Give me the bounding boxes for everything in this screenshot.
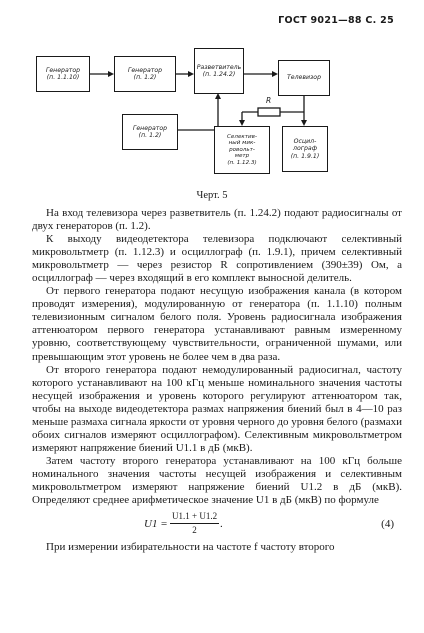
paragraph-3: От первого генератора подают несущую изображения канала (в котором проводят измерения), модулированную от генератора (п. 1.1.10) полным телевизионным сигналом белого поля. Уровень радиосигнала изображения аттенюатором первого генератора устанавливают равным измеренному уровню, соответствующему чувствительности, ограниченной шумами, или превышающим этот уровень не более чем в два раза. [32,285,402,363]
formula-fraction [170,510,219,537]
paragraph-6: При измерении избирательности на частоте f частоту второго [46,541,335,554]
paragraph-2: К выходу видеодетектора телевизора подключают селективный микровольтметр (п. 1.12.3) и осциллограф (п. 1.9.1), причем селективный микровольтметр — через резистор R сопротивлением (390±39) Ом, а осциллограф — через входящий в его комплект выносной делитель. [32,233,402,285]
splitter-box: Разветвитель (п. 1.24.2) [194,48,244,94]
generator-3-box: Генератор (п. 1.2) [122,114,178,150]
voltmeter-box: Селектив- ный мик- ровольт- метр (п. 1.12.3) [214,126,270,174]
formula-denominator: 2 [192,525,197,536]
figure-caption: Черт. 5 [196,190,228,201]
formula-lhs: U1 = [144,518,168,531]
generator-2-box: Генератор (п. 1.2) [114,56,176,92]
running-header: ГОСТ 9021—88 С. 25 [278,15,394,26]
paragraph-4: От второго генератора подают немодулированный радиосигнал, частоту которого устанавливают на 100 кГц меньше номинального значения частоты несущей изображения и уровень которого регулируют аттенюатором так, чтобы на выходе видеодетектора размах напряжения биений был в 4—10 раз меньше размаха сигнала яркости от уровня черного до уровня белого (размахи обоих сигналов измеряют осциллографом). Селективным микровольтметром измеряют напряжение биений U1.1 в дБ (мкВ). [32,363,402,454]
formula-tail: . [220,518,223,531]
formula-4 [32,509,402,539]
tv-box: Телевизор [278,60,330,96]
paragraph-1: На вход телевизора через разветвитель (п. 1.24.2) подают радиосигналы от двух генераторов (п. 1.2). [32,207,402,233]
oscilloscope-box: Осцил- лограф (п. 1.9.1) [282,126,328,172]
body-text [32,207,402,554]
resistor-label: R [266,96,272,105]
block-diagram [28,38,398,188]
resistor-symbol [258,108,280,116]
formula-numerator: U1.1 + U1.2 [170,510,219,524]
paragraph-5: Затем частоту второго генератора устанавливают на 100 кГц больше номинального значения частоты несущей изображения и селективным микровольтметром измеряют напряжение биений U1.2 в дБ (мкВ). Определяют среднее арифметическое значение U1 в дБ (мкВ) по формуле [32,454,402,507]
formula-number: (4) [381,518,394,531]
generator-1-box: Генератор (п. 1.1.10) [36,56,90,92]
